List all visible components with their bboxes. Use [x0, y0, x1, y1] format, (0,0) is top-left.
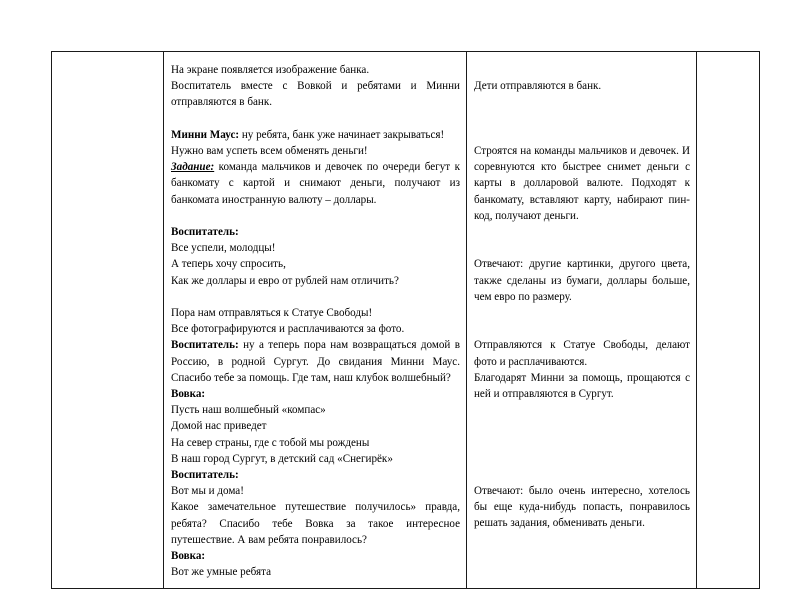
script-vospitatel-money-line-2: А теперь хочу спросить, [171, 258, 286, 271]
script-vovka-final-line-1: Вот же умные ребята [171, 566, 271, 579]
right-narrow-content [697, 52, 759, 484]
script-vovka-poem-line-1: Пусть наш волшебный «компас» [171, 404, 326, 417]
action-final-answer: Отвечают: было очень интересно, хотелось бы еще куда-нибудь попасть, понравилось решать задания, обменивать деньги. [474, 485, 690, 530]
action-thanks: Благодарят Минни за помощь, прощаются с ней и отправляются в Сургут. [474, 371, 690, 400]
table-cell-left-narrow [52, 52, 164, 589]
table-row [52, 52, 760, 589]
actions-spacer-10 [474, 418, 690, 434]
table-cell-right-narrow [697, 52, 760, 589]
actions-spacer-13 [474, 467, 690, 483]
script-vospitatel-final-text: Какое замечательное путешествие получилось» правда, ребята? Спасибо тебе Вовка за такое интересное путешествие. А вам ребята понравилось? [171, 501, 460, 546]
script-vovka-poem-line-4: В наш город Сургут, в детский сад «Снегирёк» [171, 452, 393, 465]
script-intro-line-1: На экране появляется изображение банка. [171, 64, 370, 76]
actions-spacer-5 [474, 224, 690, 240]
speaker-label-vospitatel-final: Воспитатель: [171, 469, 239, 482]
script-task-paragraph [171, 159, 460, 208]
actions-spacer-2 [474, 94, 690, 110]
script-vovka-poem-line-2: Домой нас приведет [171, 420, 267, 433]
task-label: Задание: [171, 161, 215, 174]
action-teams: Строятся на команды мальчиков и девочек. И соревнуются кто быстрее снимет деньги с карты в долларовой валюте. Подходят к банкомату, вставляют карту, набирают пин-код, получают деньги. [474, 144, 690, 222]
table-cell-children-actions [467, 52, 697, 589]
actions-spacer-8 [474, 321, 690, 337]
task-text: команда мальчиков и девочек по очереди бегут к банкомату с картой и снимают деньги, получают из банкомата иностранную валюту – доллары. [171, 161, 460, 206]
script-vospitatel-home-text: ну а теперь пора нам возвращаться домой в Россию, в родной Сургут. До свидания Минни Маус. Спасибо тебе за помощь. Где там, наш клубок волшебный? [171, 339, 460, 384]
table-cell-activity-script [164, 52, 467, 589]
script-intro-line-2: Воспитатель вместе с Вовкой и ребятами и Минни отправляются в банк. [171, 80, 460, 109]
actions-spacer-4 [474, 127, 690, 143]
script-minni-speaker-line [171, 127, 460, 143]
actions-spacer-6 [474, 240, 690, 256]
speaker-label-vospitatel-money: Воспитатель: [171, 226, 239, 238]
speaker-label-minni: Минни Маус: [171, 128, 240, 141]
activity-script-content [164, 52, 466, 588]
actions-spacer-7 [474, 305, 690, 321]
action-bank: Дети отправляются в банк. [474, 80, 602, 93]
actions-spacer-3 [474, 111, 690, 127]
actions-spacer-1 [474, 62, 690, 78]
script-minni-line-1: ну ребята, банк уже начинает закрываться! [241, 128, 445, 141]
speaker-label-vovka-final: Вовка: [171, 550, 206, 563]
speaker-label-vovka-poem: Вовка: [171, 388, 206, 401]
script-vospitatel-home-paragraph [171, 337, 460, 386]
script-statue-line-2: Все фотографируются и расплачиваются за фото. [171, 323, 405, 336]
left-narrow-content [52, 52, 163, 484]
actions-spacer-9 [474, 402, 690, 418]
actions-spacer-11 [474, 435, 690, 451]
script-vovka-poem-line-3: На север страны, где с тобой мы рождены [171, 436, 370, 449]
action-answer-money: Отвечают: другие картинки, другого цвета, также сделаны из бумаги, доллары больше, чем евро по размеру. [474, 258, 690, 303]
action-statue: Отправляются к Статуе Свободы, делают фото и расплачиваются. [474, 339, 690, 368]
script-vospitatel-final-line-1: Вот мы и дома! [171, 485, 244, 498]
script-statue-line-1: Пора нам отправляться к Статуе Свободы! [171, 307, 373, 319]
actions-spacer-12 [474, 451, 690, 467]
script-vospitatel-money-line-1: Все успели, молодцы! [171, 242, 276, 255]
script-minni-line-2: Нужно вам успеть всем обменять деньги! [171, 145, 368, 157]
speaker-label-vospitatel-home: Воспитатель: [171, 339, 239, 352]
script-vospitatel-money-line-3: Как же доллары и евро от рублей нам отличить? [171, 274, 399, 287]
lesson-plan-table [51, 51, 760, 589]
children-actions-content [467, 52, 696, 540]
